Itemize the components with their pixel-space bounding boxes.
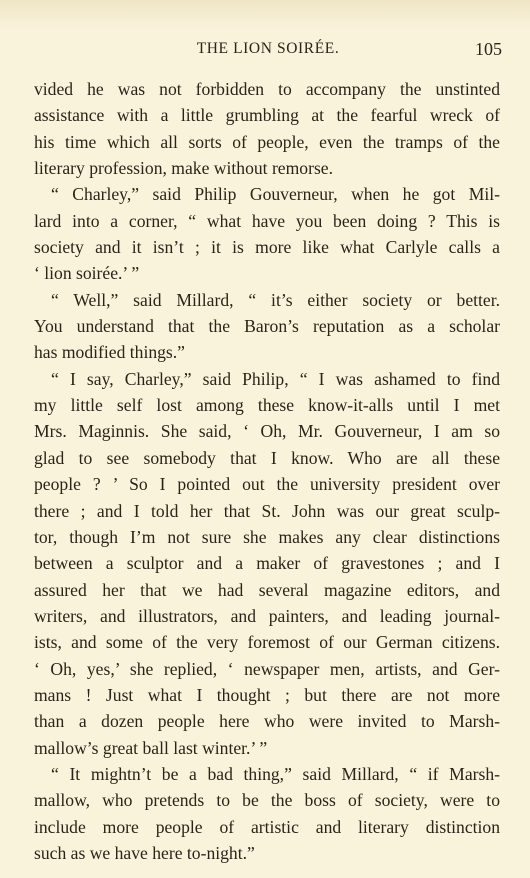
- page-number: 105: [475, 39, 502, 59]
- paragraph: [34, 366, 500, 761]
- text-line: Mrs. Maginnis. She said, ‘ Oh, Mr. Gouverneur, I am so: [34, 421, 500, 442]
- text-line: vided he was not forbidden to accompany the unstinted: [34, 79, 500, 99]
- text-line: assured her that we had several magazine editors, and: [34, 579, 500, 600]
- text-line: than a dozen people here who were invited to Marsh-: [34, 711, 500, 732]
- text-line: his time which all sorts of people, even the tramps of the: [34, 131, 500, 152]
- text-line: mallow’s great ball last winter.’ ”: [34, 737, 268, 758]
- text-line: lard into a corner, “ what have you been doing ? This is: [34, 210, 500, 231]
- paragraph: [34, 76, 500, 181]
- text-line: tor, though I’m not sure she makes any clear distinctions: [34, 526, 500, 547]
- text-line: society and it isn’t ; it is more like what Carlyle calls a: [34, 237, 500, 258]
- text-line: my little self lost among these know-it-alls until I met: [34, 395, 500, 416]
- running-title: THE LION SOIRÉE.: [196, 40, 340, 57]
- running-head: [34, 40, 502, 66]
- text-line: there ; and I told her that St. John was our great sculp-: [34, 500, 500, 521]
- paragraph: [34, 287, 500, 366]
- text-line: “ Well,” said Millard, “ it’s either society or better.: [51, 289, 500, 310]
- paragraph: [34, 761, 500, 866]
- text-line: assistance with a little grumbling at the fearful wreck of: [34, 105, 500, 126]
- text-line: mans ! Just what I thought ; but there are not more: [34, 684, 500, 705]
- text-line: “ I say, Charley,” said Philip, “ I was ashamed to find: [51, 368, 500, 389]
- text-line: between a sculptor and a maker of gravestones ; and I: [34, 553, 500, 574]
- text-line: mallow, who pretends to be the boss of society, were to: [34, 790, 500, 811]
- text-line: “ It mightn’t be a bad thing,” said Millard, “ if Marsh-: [51, 763, 500, 784]
- text-line: has modified things.”: [34, 342, 185, 363]
- text-line: people ? ’ So I pointed out the university president over: [34, 474, 500, 495]
- text-line: ists, and some of the very foremost of our German citizens.: [34, 632, 500, 653]
- text-line: ‘ Oh, yes,’ she replied, ‘ newspaper men, artists, and Ger-: [34, 658, 500, 679]
- text-line: include more people of artistic and literary distinction: [34, 816, 500, 837]
- text-line: such as we have here to-night.”: [34, 842, 255, 863]
- text-line: You understand that the Baron’s reputation as a scholar: [34, 316, 500, 337]
- text-line: ‘ lion soirée.’ ”: [34, 263, 140, 284]
- text-line: literary profession, make without remorse.: [34, 158, 334, 179]
- text-line: writers, and illustrators, and painters, and leading journal-: [34, 605, 500, 626]
- text-line: glad to see somebody that I know. Who are all these: [34, 447, 500, 468]
- text-line: “ Charley,” said Philip Gouverneur, when he got Mil-: [51, 184, 500, 205]
- body-text: [34, 76, 500, 866]
- paragraph: [34, 181, 500, 286]
